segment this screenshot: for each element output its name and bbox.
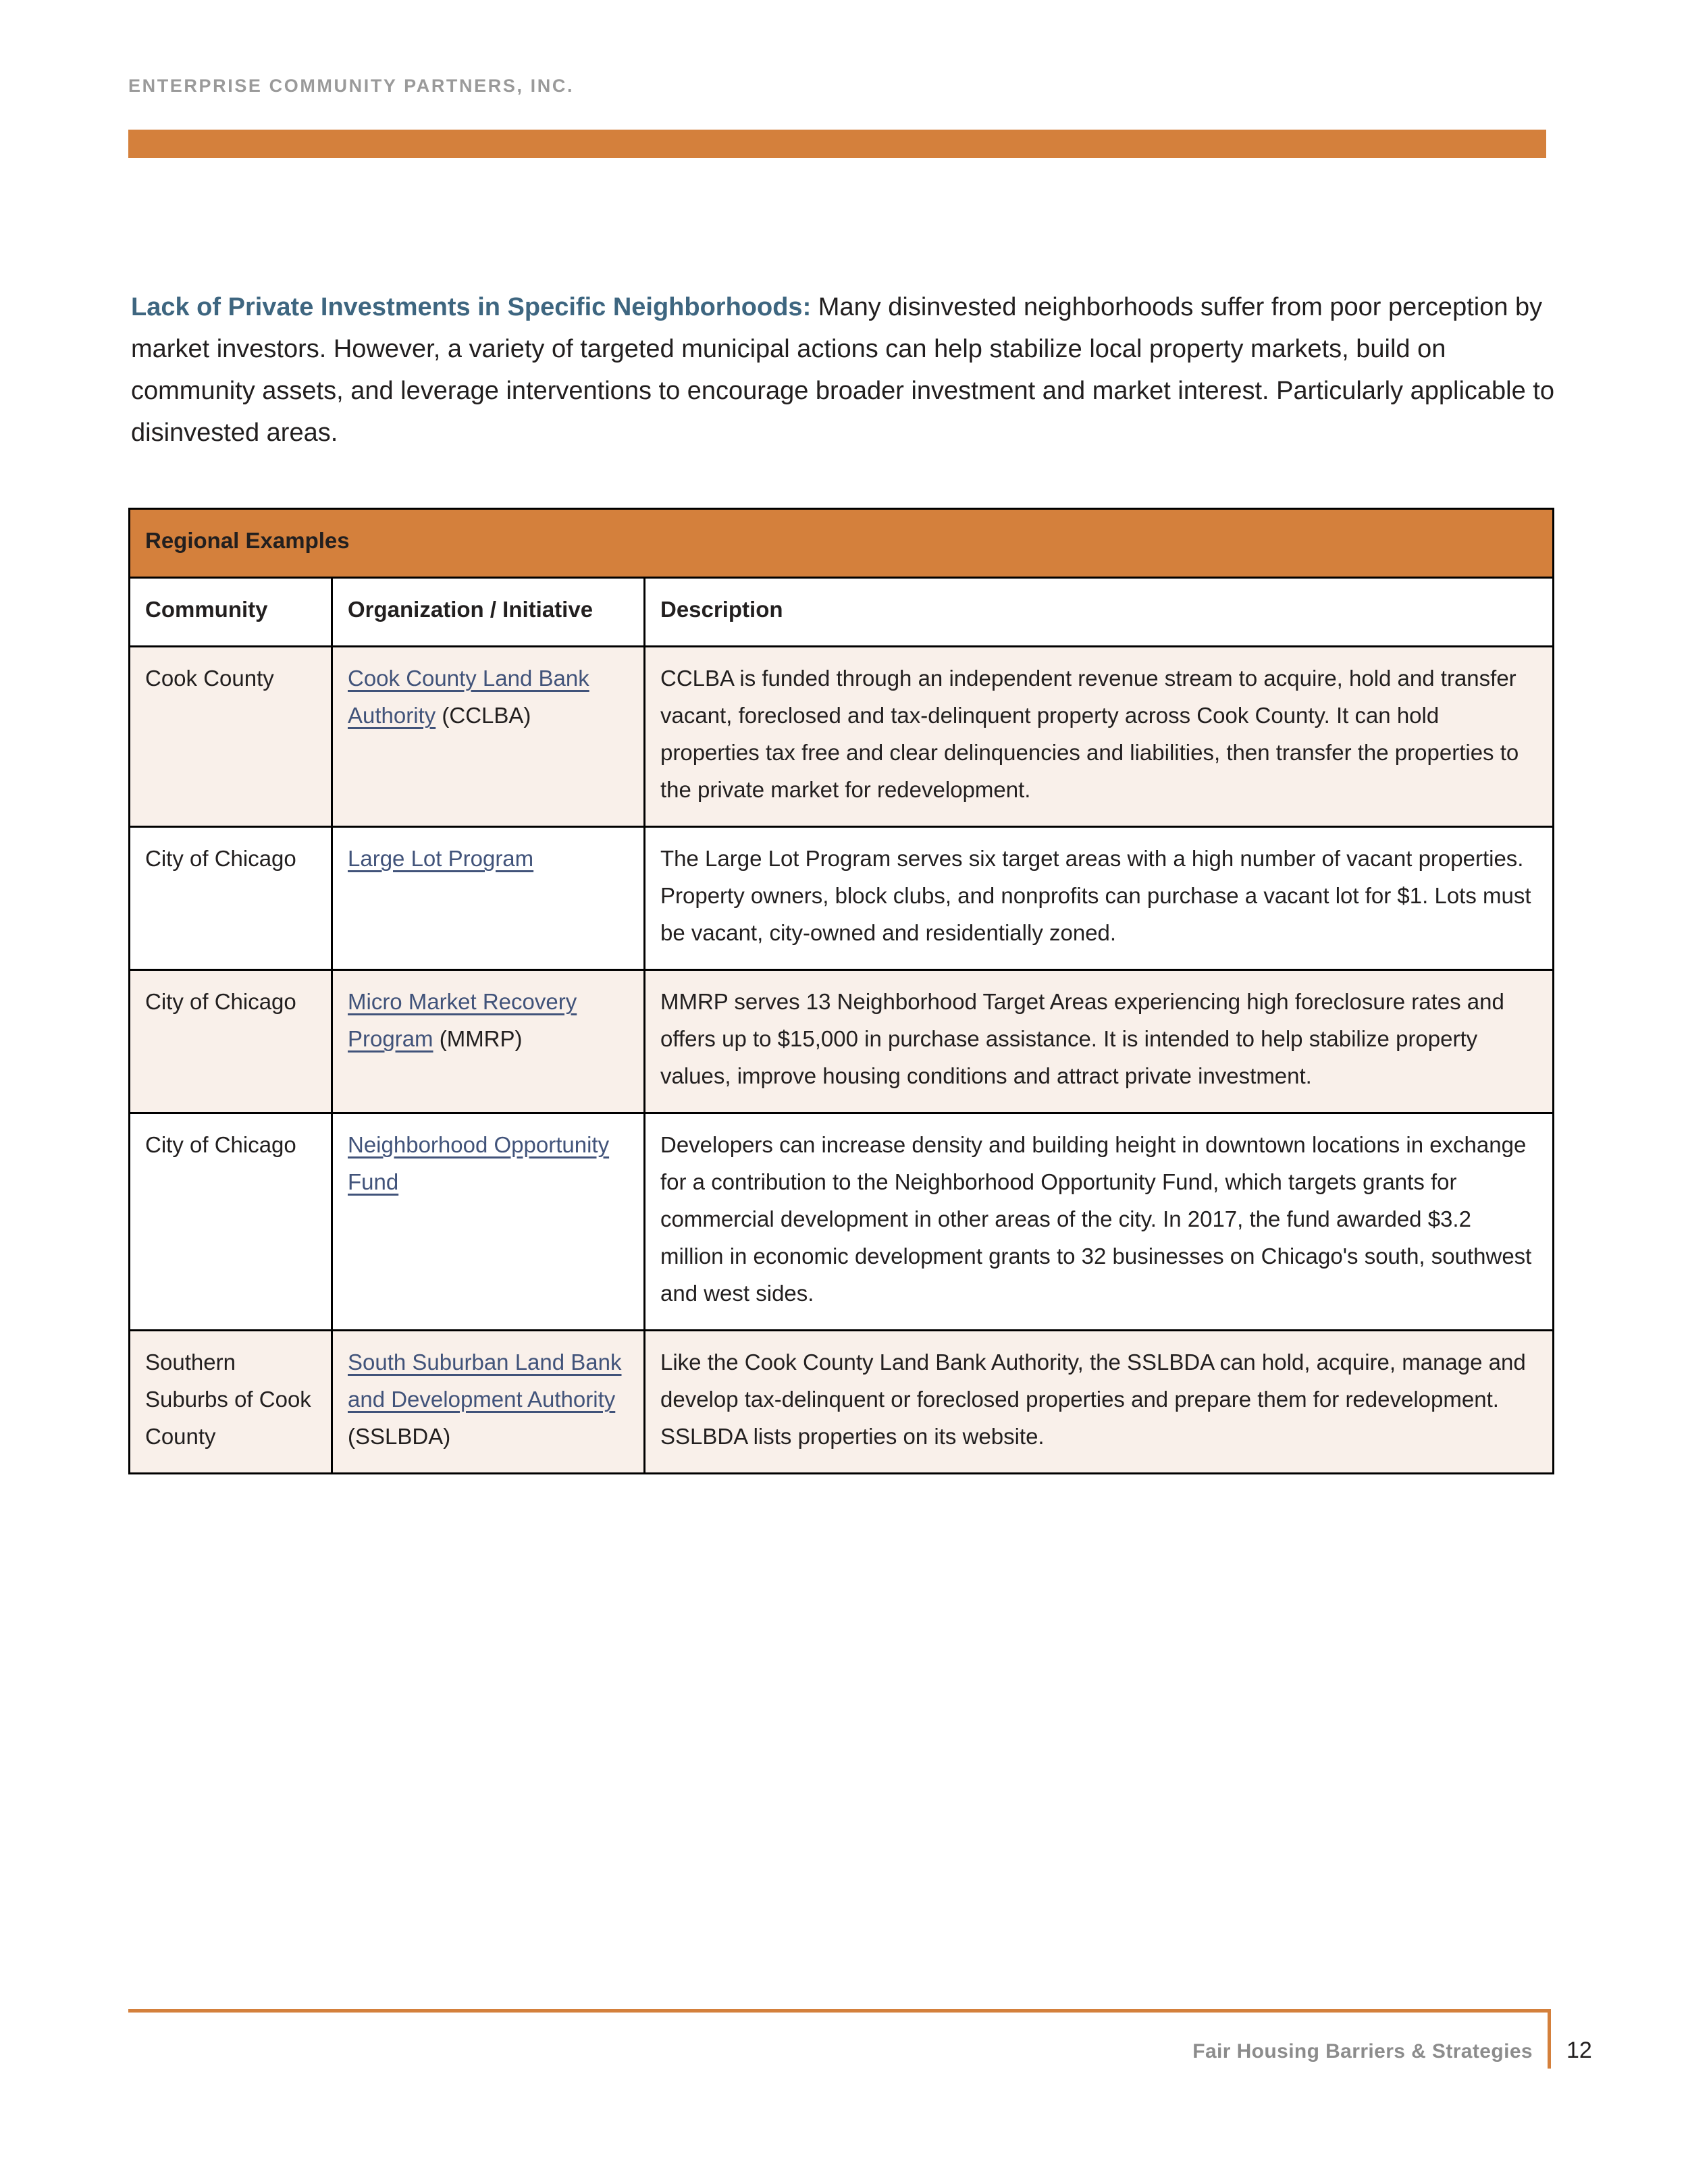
organization-header: ENTERPRISE COMMUNITY PARTNERS, INC. [128, 76, 575, 96]
column-header-community: Community [130, 578, 332, 647]
regional-examples-table-wrapper [128, 508, 1554, 1474]
regional-examples-table [128, 508, 1554, 1474]
body-paragraph [131, 286, 1554, 454]
table-header-row [130, 578, 1554, 647]
column-header-organization: Organization / Initiative [332, 578, 645, 647]
cell-description: Like the Cook County Land Bank Authority, the SSLBDA can hold, acquire, manage and develop tax-delinquent or foreclosed properties and prepare them for redevelopment. SSLBDA lists properties on its website. [645, 1331, 1554, 1474]
table-row [130, 1113, 1554, 1331]
cell-description: The Large Lot Program serves six target areas with a high number of vacant properties. Property owners, block clubs, and nonprofits can purchase a vacant lot for $1. Lots must be vacant, city-owned and residentially zoned. [645, 827, 1554, 970]
header-orange-rule [128, 130, 1546, 158]
footer-orange-divider [1548, 2009, 1551, 2069]
table-band-title: Regional Examples [130, 509, 1554, 578]
column-header-description: Description [645, 578, 1554, 647]
cell-description: MMRP serves 13 Neighborhood Target Areas experiencing high foreclosure rates and offers up to $15,000 in purchase assistance. It is intended to help stabilize property values, improve housing conditions and attract private investment. [645, 970, 1554, 1113]
footer-orange-rule [128, 2009, 1551, 2013]
cell-community: Cook County [130, 647, 332, 827]
cell-community: City of Chicago [130, 970, 332, 1113]
cell-description: CCLBA is funded through an independent revenue stream to acquire, hold and transfer vacant, foreclosed and tax-delinquent property across Cook County. It can hold properties tax free and clear delinquencies and liabilities, then transfer the properties to the private market for redevelopment. [645, 647, 1554, 827]
paragraph-text: Many disinvested neighborhoods suffer from poor perception by market investors. However, a variety of targeted municipal actions can help stabilize local property markets, build on community assets, and leverage interventions to encourage broader investment and market interest. Particularly applicable to disinvested areas. [131, 293, 1554, 447]
table-row [130, 647, 1554, 827]
table-row [130, 970, 1554, 1113]
cell-community: Southern Suburbs of Cook County [130, 1331, 332, 1474]
organization-abbrev: (SSLBDA) [348, 1424, 451, 1449]
cell-description: Developers can increase density and building height in downtown locations in exchange for a contribution to the Neighborhood Opportunity Fund, which targets grants for commercial development in other areas of the city. In 2017, the fund awarded $3.2 million in economic development grants to 32 businesses on Chicago's south, southwest and west sides. [645, 1113, 1554, 1331]
footer-page-number: 12 [1566, 2037, 1592, 2063]
cell-organization [332, 970, 645, 1113]
cell-organization [332, 647, 645, 827]
cell-organization [332, 1113, 645, 1331]
footer-document-title: Fair Housing Barriers & Strategies [1192, 2040, 1533, 2062]
organization-link[interactable]: Cook County Land Bank Authority [348, 666, 589, 728]
cell-community: City of Chicago [130, 1113, 332, 1331]
organization-link[interactable]: Neighborhood Opportunity Fund [348, 1132, 610, 1194]
table-row [130, 827, 1554, 970]
cell-organization [332, 1331, 645, 1474]
organization-link[interactable]: Micro Market Recovery Program [348, 989, 577, 1051]
cell-organization [332, 827, 645, 970]
organization-abbrev: (CCLBA) [436, 703, 531, 728]
cell-community: City of Chicago [130, 827, 332, 970]
table-row [130, 1331, 1554, 1474]
paragraph-lead-in: Lack of Private Investments in Specific Neighborhoods: [131, 293, 812, 321]
table-band-row [130, 509, 1554, 578]
organization-link[interactable]: Large Lot Program [348, 846, 534, 871]
organization-link[interactable]: South Suburban Land Bank and Development Authority [348, 1350, 622, 1412]
organization-abbrev: (MMRP) [433, 1026, 523, 1051]
